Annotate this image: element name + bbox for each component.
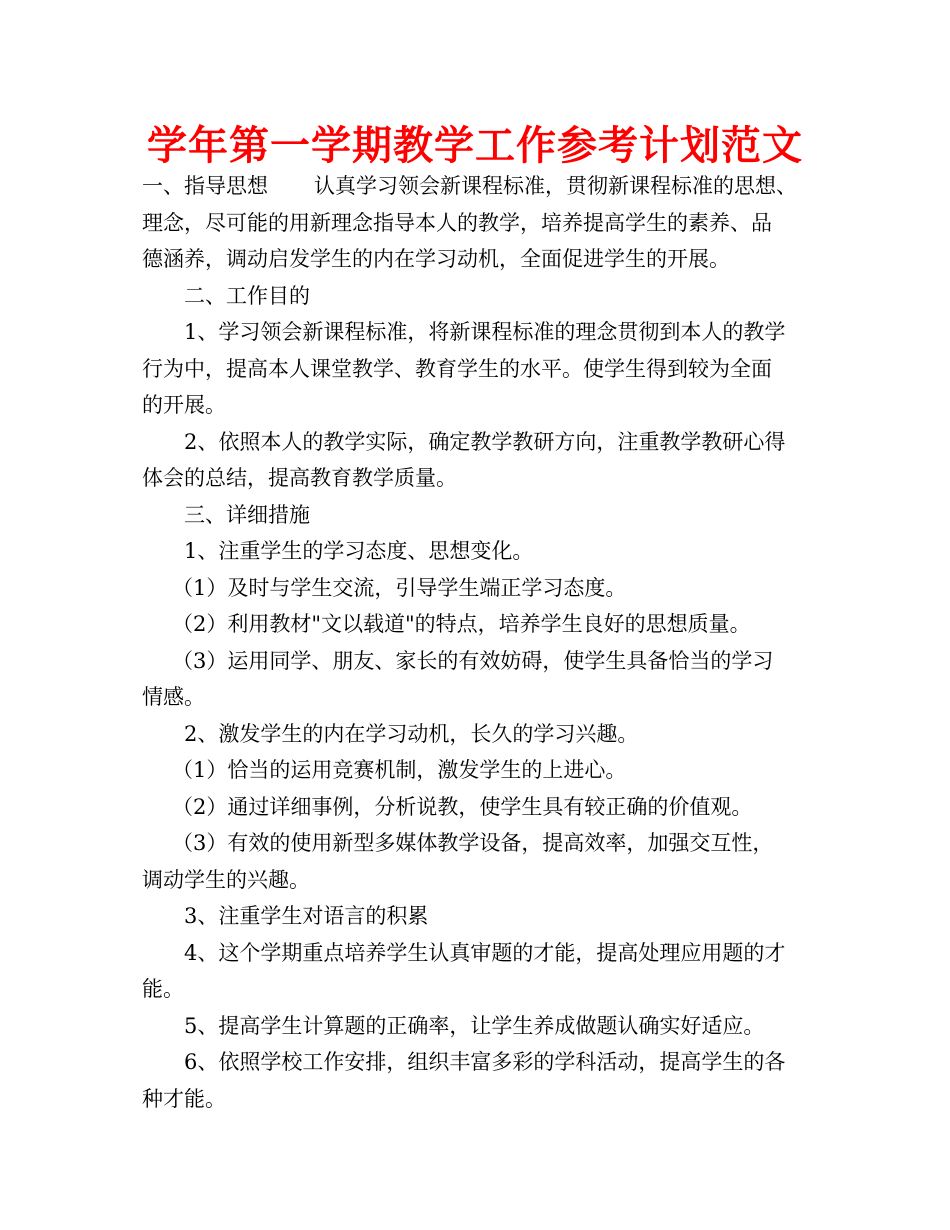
paragraph-line: 2、依照本人的教学实际，确定教学教研方向，注重教学教研心得 — [184, 429, 786, 454]
paragraph-line: 1、学习领会新课程标准，将新课程标准的理念贯彻到本人的教学 — [184, 320, 786, 344]
paragraph-line: 体会的总结，提高教育教学质量。 — [142, 466, 457, 490]
paragraph-line: 5、提高学生计算题的正确率，让学生养成做题认确实好适应。 — [184, 1013, 765, 1038]
paragraph-line: 6、依照学校工作安排，组织丰富多彩的学科活动，提高学生的各 — [184, 1050, 786, 1074]
section-heading: 一、指导思想 — [142, 174, 268, 198]
list-item: （3）有效的使用新型多媒体教学设备，提高效率，加强交互性， — [172, 831, 774, 855]
paragraph-line: 种才能。 — [142, 1086, 226, 1111]
paragraph-text: 认真学习领会新课程标准，贯彻新课程标准的思想、 — [314, 174, 797, 198]
list-item: （2）利用教材"文以载道"的特点，培养学生良好的思想质量。 — [172, 612, 751, 636]
paragraph-line: 德涵养，调动启发学生的内在学习动机，全面促进学生的开展。 — [142, 247, 730, 271]
paragraph-line: 理念，尽可能的用新理念指导本人的教学，培养提高学生的素养、品 — [142, 210, 772, 235]
section-heading: 三、详细措施 — [184, 502, 310, 527]
section-heading: 二、工作目的 — [184, 283, 310, 308]
paragraph-line: 3、注重学生对语言的积累 — [184, 904, 429, 928]
paragraph-line: 2、激发学生的内在学习动机，长久的学习兴趣。 — [184, 721, 639, 746]
paragraph-line: 行为中，提高本人课堂教学、教育学生的水平。使学生得到较为全面 — [142, 356, 772, 381]
paragraph-line: 能。 — [142, 977, 184, 1001]
paragraph-line: 情感。 — [142, 685, 205, 709]
paragraph-line — [142, 168, 816, 205]
paragraph-line: 1、注重学生的学习态度、思想变化。 — [184, 539, 534, 563]
paragraph-line: 调动学生的兴趣。 — [142, 867, 310, 892]
document-title: 学年第一学期教学工作参考计划范文 — [147, 122, 803, 169]
list-item: （1）恰当的运用竞赛机制，激发学生的上进心。 — [172, 758, 627, 782]
document-body — [142, 168, 816, 1117]
list-item: （1）及时与学生交流，引导学生端正学习态度。 — [172, 575, 627, 600]
list-item: （2）通过详细事例，分析说教，使学生具有较正确的价值观。 — [172, 794, 753, 819]
paragraph-line: 的开展。 — [142, 393, 226, 417]
paragraph-line: 4、这个学期重点培养学生认真审题的才能，提高处理应用题的才 — [184, 940, 786, 965]
list-item: （3）运用同学、朋友、家长的有效妨碍，使学生具备恰当的学习 — [172, 648, 774, 673]
